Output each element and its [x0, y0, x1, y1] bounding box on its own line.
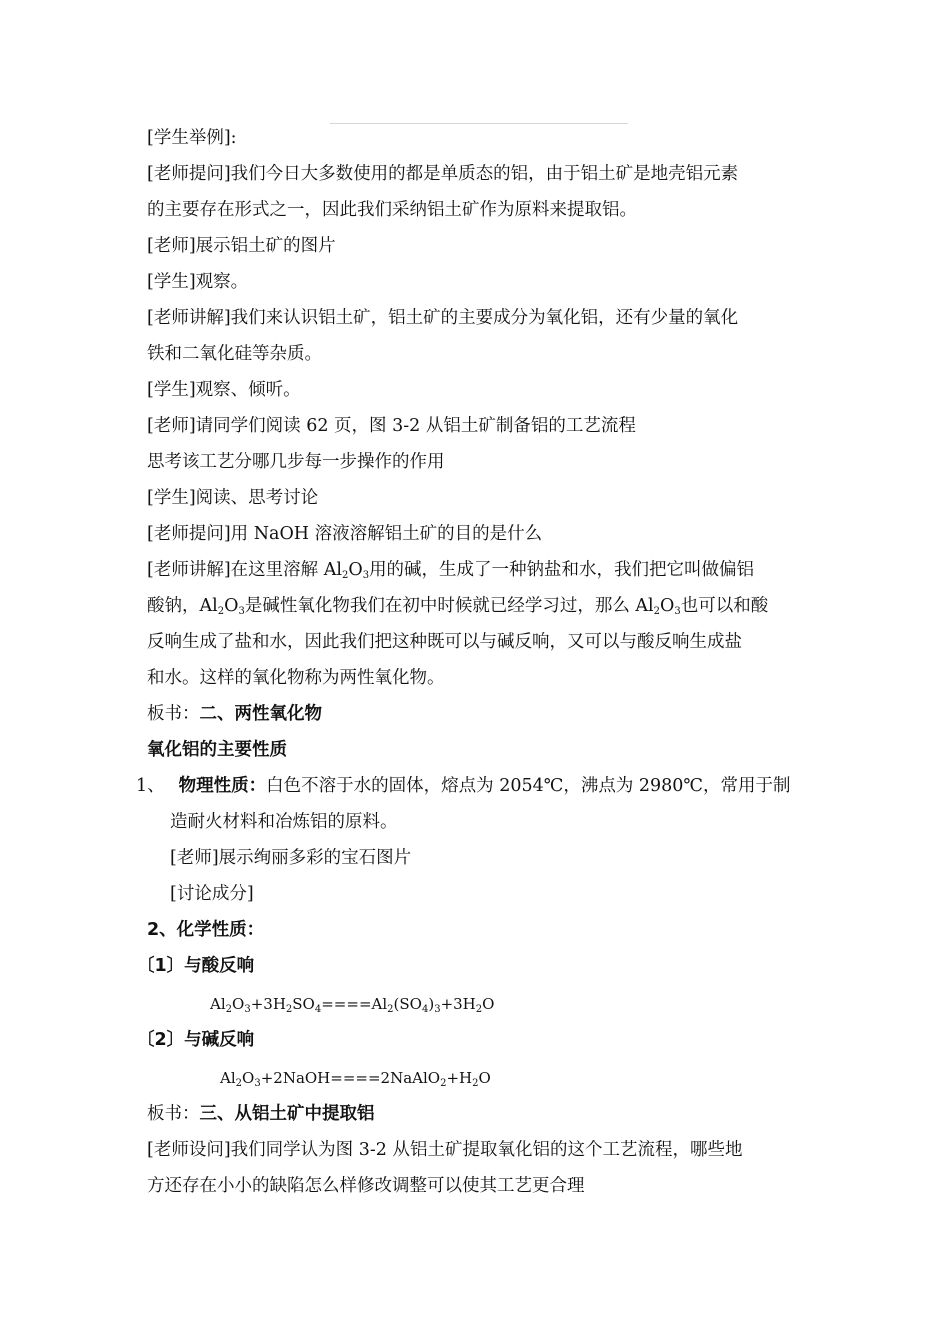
- subsection-title: 氧化铝的主要性质: [147, 740, 287, 760]
- eq-run: SO: [292, 995, 315, 1013]
- text-line: [147, 558, 754, 582]
- text-line: [老师提问]用 NaOH 溶液溶解铝土矿的目的是什么: [147, 524, 543, 544]
- text-line: [136, 774, 791, 798]
- text-line: 方还存在小小的缺陷怎么样修改调整可以使其工艺更合理: [147, 1176, 585, 1196]
- text-line: 思考该工艺分哪几步每一步操作的作用: [147, 452, 445, 472]
- text-line: [学生]观察。: [147, 272, 249, 292]
- header-rule: [330, 123, 628, 124]
- text-line: [老师讲解]我们来认识铝土矿，铝土矿的主要成分为氧化铝，还有少量的氧化: [147, 308, 739, 328]
- text-run: [老师讲解]在这里溶解 Al: [147, 560, 342, 580]
- text-run: 酸钠，Al: [147, 596, 218, 616]
- subscript: 2: [440, 1078, 447, 1089]
- text-run: 板书：: [147, 1104, 200, 1124]
- text-run: 是碱性氧化物我们在初中时候就已经学习过，那么 Al: [244, 596, 654, 616]
- equation-base: [220, 1066, 491, 1090]
- text-line: [学生]观察、倾听。: [147, 380, 301, 400]
- text-run: O: [224, 596, 239, 616]
- subscript: 2: [387, 1004, 394, 1015]
- text-line: 铁和二氧化硅等杂质。: [147, 344, 322, 364]
- text-line: [讨论成分]: [170, 884, 254, 904]
- text-line: [147, 594, 768, 618]
- text-line: [老师提问]我们今日大多数使用的都是单质态的铝，由于铝土矿是地壳铝元素: [147, 164, 739, 184]
- subscript: 2: [341, 570, 349, 581]
- text-line: 的主要存在形式之一，因此我们采纳铝土矿作为原料来提取铝。: [147, 200, 637, 220]
- eq-run: ): [428, 995, 435, 1013]
- term-label: 物理性质：: [178, 776, 267, 796]
- section-title: 三、从铝土矿中提取铝: [199, 1104, 375, 1124]
- subsection-title: 2、化学性质：: [147, 920, 265, 940]
- eq-run: +2NaOH====2NaAlO: [260, 1069, 441, 1087]
- text-line: [学生]阅读、思考讨论: [147, 488, 319, 508]
- subscript: 4: [314, 1004, 322, 1015]
- subsection-title: 〔1〕与酸反响: [137, 956, 255, 976]
- subscript: 3: [244, 1004, 251, 1015]
- eq-run: Al: [220, 1069, 236, 1087]
- subscript: 3: [434, 1004, 441, 1015]
- text-run: 用的碱，生成了一种钠盐和水，我们把它叫做偏铝: [369, 560, 755, 580]
- blackboard-heading: [147, 1102, 375, 1126]
- subscript: 4: [421, 1004, 429, 1015]
- subscript: 3: [254, 1078, 261, 1089]
- eq-run: (SO: [393, 995, 422, 1013]
- text-line: [老师]展示绚丽多彩的宝石图片: [170, 848, 412, 868]
- subsection-title: 〔2〕与碱反响: [137, 1030, 255, 1050]
- eq-run: ====Al: [321, 995, 388, 1013]
- eq-run: +H: [446, 1069, 473, 1087]
- text-run: O: [348, 560, 363, 580]
- eq-run: O: [478, 1069, 491, 1087]
- eq-run: Al: [210, 995, 226, 1013]
- text-run: 白色不溶于水的固体，熔点为 2054℃，沸点为 2980℃，常用于制: [266, 776, 791, 796]
- text-line: [老师]展示铝土矿的图片: [147, 236, 336, 256]
- subscript: 2: [285, 1004, 293, 1015]
- text-line: 造耐火材料和冶炼铝的原料。: [170, 812, 398, 832]
- text-run: O: [660, 596, 675, 616]
- subscript: 3: [238, 606, 245, 617]
- text-line: 和水。这样的氧化物称为两性氧化物。: [147, 668, 445, 688]
- eq-run: O: [482, 995, 495, 1013]
- text-run: 也可以和酸: [680, 596, 769, 616]
- subscript: 2: [225, 1004, 233, 1015]
- subscript: 3: [674, 606, 681, 617]
- text-line: 反响生成了盐和水，因此我们把这种既可以与碱反响，又可以与酸反响生成盐: [147, 632, 742, 652]
- eq-run: O: [242, 1069, 255, 1087]
- list-number: 1、: [136, 776, 165, 796]
- eq-run: O: [232, 995, 245, 1013]
- subscript: 2: [653, 606, 661, 617]
- text-line: [老师]请同学们阅读 62 页，图 3-2 从铝土矿制备铝的工艺流程: [147, 416, 636, 436]
- text-run: 板书：: [147, 704, 200, 724]
- subscript: 3: [362, 570, 370, 581]
- eq-run: +3H: [250, 995, 286, 1013]
- eq-run: +3H: [440, 995, 476, 1013]
- subscript: 2: [217, 606, 225, 617]
- blackboard-heading: [147, 702, 322, 726]
- subscript: 2: [472, 1078, 479, 1089]
- subscript: 2: [235, 1078, 243, 1089]
- section-title: 二、两性氧化物: [199, 704, 322, 724]
- text-line: [学生举例]:: [147, 128, 237, 148]
- equation-acid: [210, 992, 494, 1016]
- subscript: 2: [475, 1004, 483, 1015]
- text-line: [老师设问]我们同学认为图 3-2 从铝土矿提取氧化铝的这个工艺流程，哪些地: [147, 1140, 743, 1160]
